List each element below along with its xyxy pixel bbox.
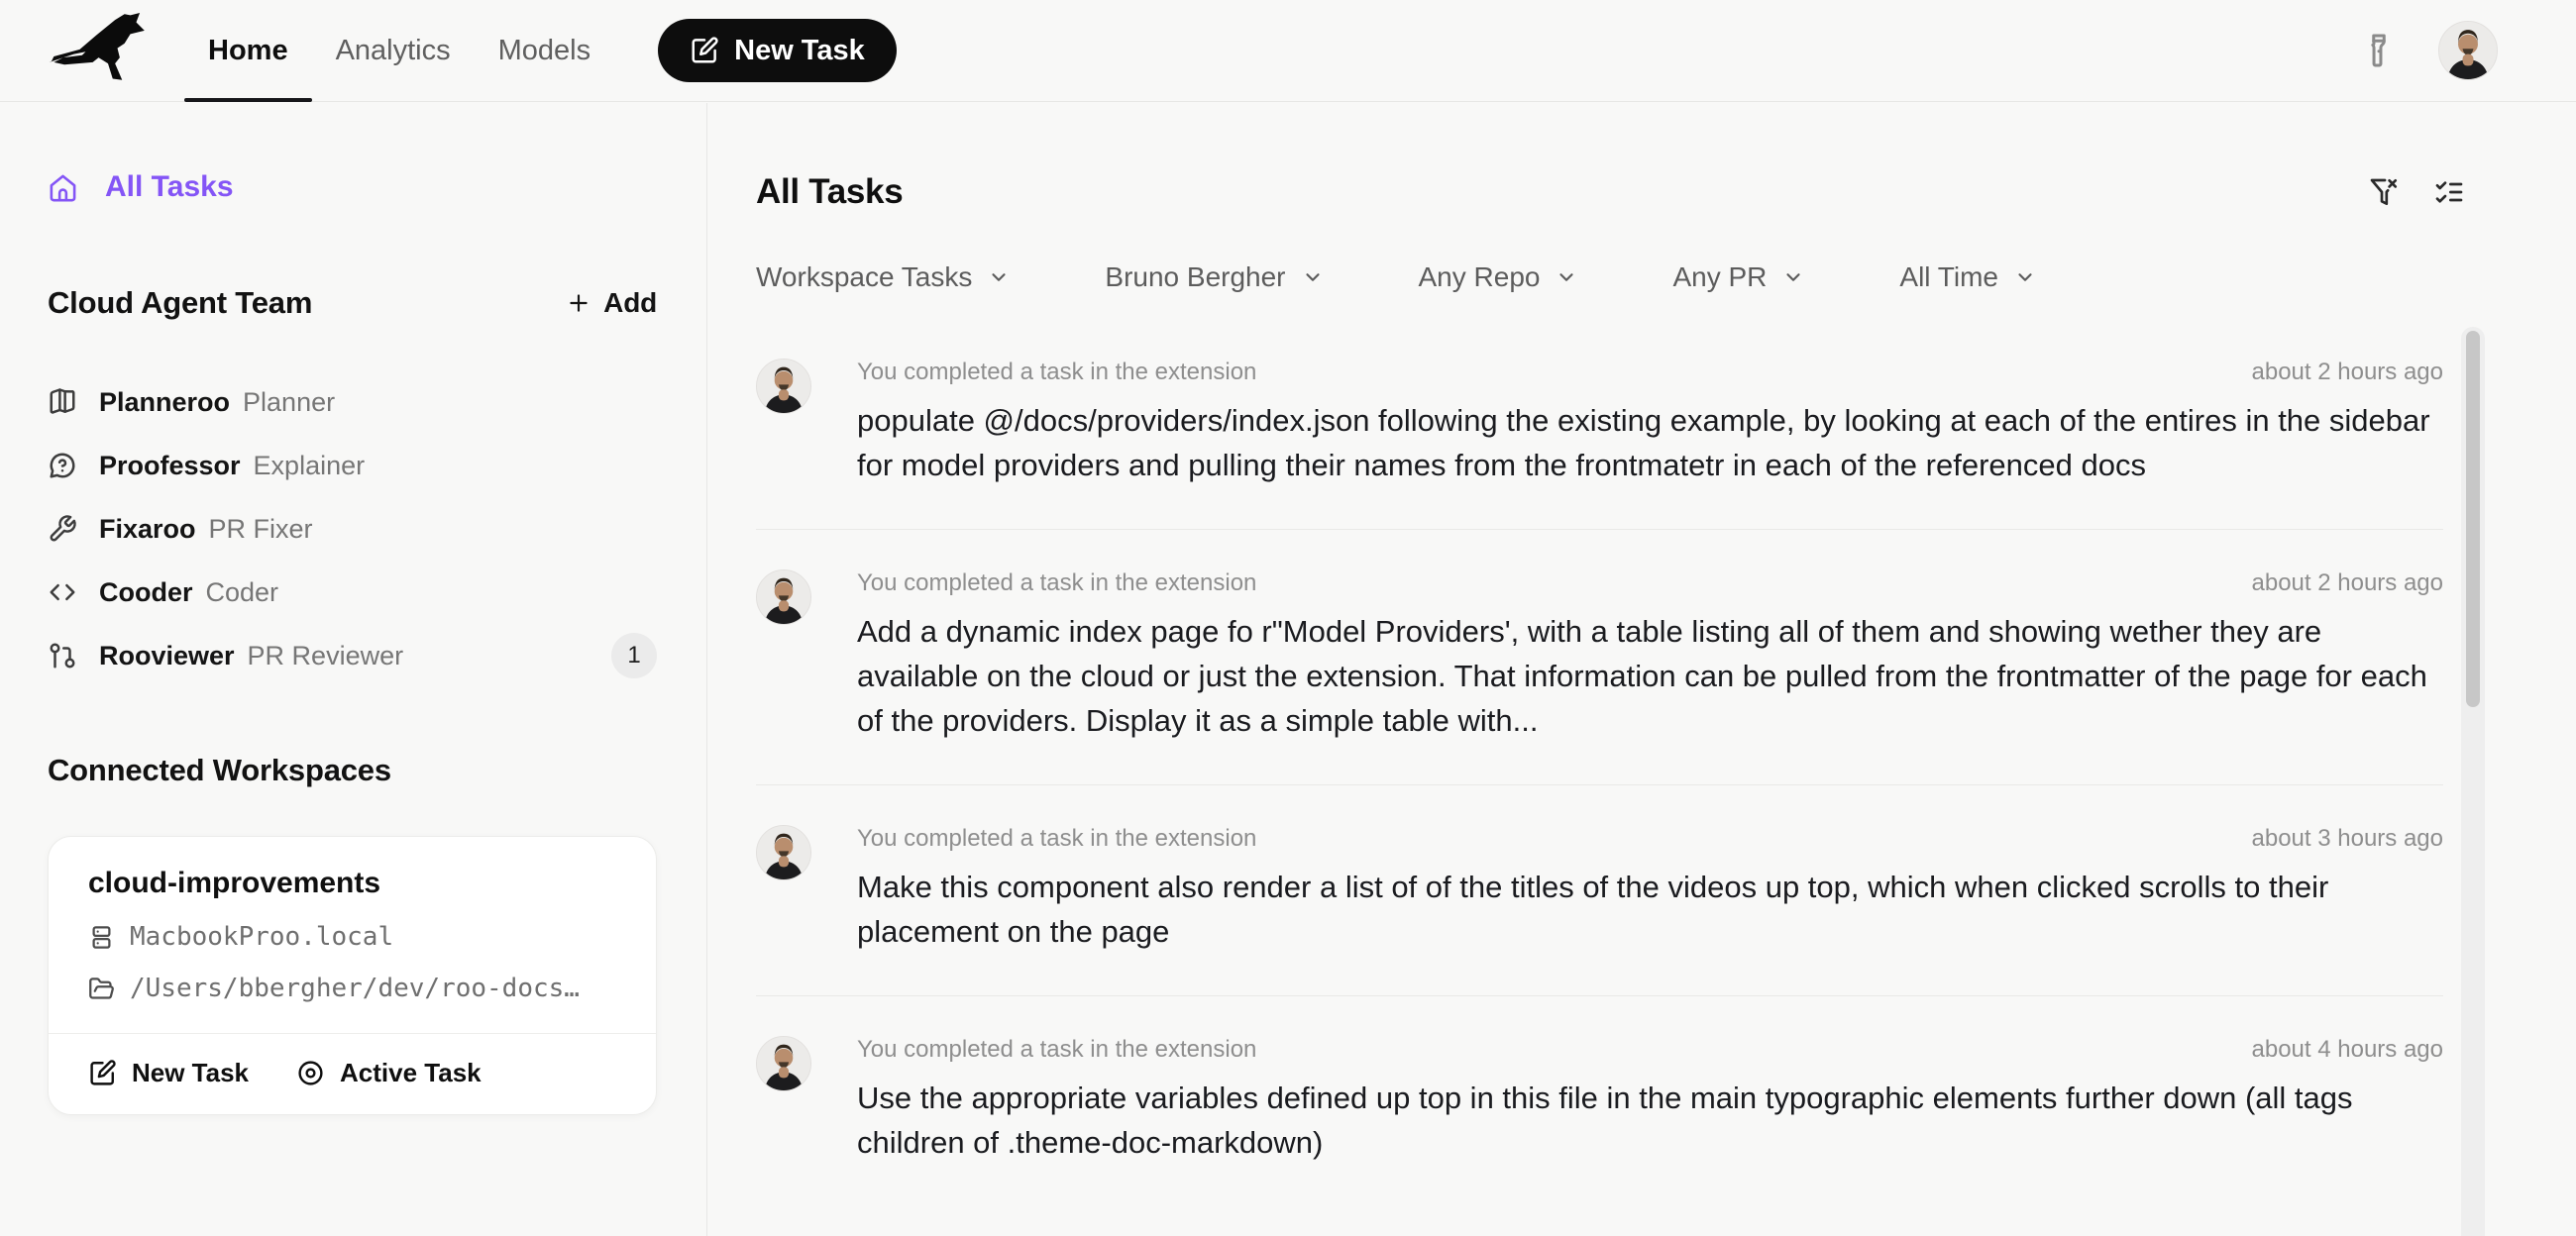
agent-name: Proofessor	[99, 450, 241, 480]
sidebar	[0, 103, 707, 1236]
sidebar-item-cooder[interactable]	[48, 561, 657, 624]
workspace-path: /Users/bbergher/dev/roo-docs…	[130, 974, 580, 1003]
task-meta: You completed a task in the extension	[857, 1036, 1257, 1063]
filter-time[interactable]	[1899, 261, 2036, 293]
new-task-button-label: New Task	[734, 34, 865, 66]
wrench-icon	[48, 514, 77, 544]
tab-analytics[interactable]	[312, 0, 475, 101]
topbar	[0, 0, 2576, 102]
sidebar-item-rooviewer[interactable]	[48, 624, 657, 687]
task-timestamp: about 4 hours ago	[2251, 1036, 2443, 1063]
filter-time-label: All Time	[1899, 261, 1998, 292]
filter-clear-icon[interactable]	[2368, 176, 2400, 208]
agent-role: PR Fixer	[208, 513, 313, 544]
workspace-host: MacbookProo.local	[130, 922, 394, 952]
task-avatar	[756, 359, 811, 414]
git-pull-request-icon	[48, 641, 77, 670]
agent-list	[48, 370, 657, 687]
add-agent-label: Add	[603, 287, 657, 318]
task-content	[857, 569, 2443, 743]
task-content	[857, 359, 2443, 487]
main-nav	[184, 0, 614, 101]
workspace-card-body	[49, 837, 656, 1033]
user-avatar[interactable]	[2438, 21, 2498, 80]
all-tasks-label: All Tasks	[105, 170, 234, 203]
sidebar-item-proofessor[interactable]	[48, 434, 657, 497]
filter-repo-label: Any Repo	[1418, 261, 1541, 292]
workspaces-section-header	[48, 753, 657, 788]
tab-models-label: Models	[497, 34, 591, 66]
workspace-name: cloud-improvements	[88, 867, 381, 899]
task-content	[857, 1036, 2443, 1165]
task-title: populate @/docs/providers/index.json following the existing example, by looking at each of the entires in the sidebar for model providers and pulling their names from the frontmatetr in each of the referenced docs	[857, 403, 2430, 482]
task-meta: You completed a task in the extension	[857, 359, 1257, 385]
filter-user[interactable]	[1105, 261, 1323, 293]
sidebar-item-planneroo[interactable]	[48, 370, 657, 434]
task-row[interactable]	[756, 529, 2443, 784]
task-content	[857, 825, 2443, 954]
workspace-new-task-button[interactable]	[88, 1058, 249, 1088]
kangaroo-logo-icon[interactable]	[46, 13, 170, 88]
add-agent-button[interactable]	[566, 287, 657, 319]
team-section-title: Cloud Agent Team	[48, 285, 313, 320]
sidebar-item-all-tasks[interactable]	[48, 170, 657, 204]
filter-bar	[756, 261, 2443, 293]
workspaces-section-title: Connected Workspaces	[48, 753, 391, 787]
tab-analytics-label: Analytics	[335, 34, 451, 66]
chevron-down-icon	[1302, 266, 1324, 288]
map-icon	[48, 387, 77, 417]
filter-repo[interactable]	[1419, 261, 1578, 293]
workspace-active-task-label: Active Task	[340, 1058, 482, 1087]
edit-pen-icon	[88, 1059, 117, 1087]
filter-scope[interactable]	[756, 261, 1010, 293]
workspace-host-row	[88, 922, 616, 952]
folder-icon	[88, 976, 115, 1002]
workspace-card-footer	[49, 1033, 656, 1114]
workspace-active-task-button[interactable]	[296, 1058, 482, 1088]
page-title: All Tasks	[756, 172, 904, 211]
agent-role: Coder	[205, 576, 279, 607]
scrollbar-track[interactable]	[2461, 327, 2485, 1236]
chevron-down-icon	[1556, 266, 1577, 288]
tab-models[interactable]	[475, 0, 615, 101]
filter-pr[interactable]	[1672, 261, 1804, 293]
agent-name: Rooviewer	[99, 640, 235, 670]
task-avatar	[756, 569, 811, 625]
task-row[interactable]	[756, 319, 2443, 529]
header-actions	[2368, 176, 2465, 208]
circle-dot-icon	[296, 1059, 325, 1087]
message-question-icon	[48, 451, 77, 480]
agent-name: Planneroo	[99, 386, 231, 417]
task-row[interactable]	[756, 784, 2443, 995]
agent-role: Explainer	[253, 450, 366, 480]
agent-role: Planner	[243, 386, 336, 417]
workspace-path-row	[88, 974, 616, 1003]
task-avatar	[756, 1036, 811, 1091]
team-section-header	[48, 285, 657, 321]
agent-role: PR Reviewer	[247, 640, 404, 670]
flashlight-icon[interactable]	[2361, 31, 2397, 70]
task-list	[756, 319, 2443, 1206]
main-header	[756, 172, 2443, 212]
task-meta: You completed a task in the extension	[857, 825, 1257, 852]
chevron-down-icon	[1782, 266, 1804, 288]
agent-name: Fixaroo	[99, 513, 196, 544]
task-timestamp: about 2 hours ago	[2251, 569, 2443, 596]
task-row[interactable]	[756, 995, 2443, 1206]
scrollbar-thumb[interactable]	[2466, 331, 2480, 707]
chevron-down-icon	[2014, 266, 2036, 288]
notification-badge: 1	[611, 633, 657, 678]
agent-name: Cooder	[99, 576, 193, 607]
home-icon	[48, 172, 78, 203]
new-task-button[interactable]	[658, 19, 897, 82]
task-timestamp: about 2 hours ago	[2251, 359, 2443, 385]
task-timestamp: about 3 hours ago	[2251, 825, 2443, 852]
filter-scope-label: Workspace Tasks	[756, 261, 973, 292]
task-avatar	[756, 825, 811, 880]
task-meta: You completed a task in the extension	[857, 569, 1257, 596]
topbar-right	[2361, 21, 2576, 80]
task-title: Add a dynamic index page fo r"Model Providers', with a table listing all of them and showing wether they are available on the cloud or just the extension. That information can be pulled from the frontmatter of the page for each of the providers. Display it as a simple table with...	[857, 614, 2427, 738]
filter-pr-label: Any PR	[1672, 261, 1768, 292]
workspace-card[interactable]	[48, 836, 657, 1115]
tab-home[interactable]	[184, 0, 312, 101]
computer-icon	[88, 924, 115, 951]
edit-pen-icon	[690, 36, 719, 65]
main-panel	[708, 103, 2576, 1236]
workspace-new-task-label: New Task	[132, 1058, 250, 1087]
chevron-down-icon	[988, 266, 1010, 288]
task-title: Use the appropriate variables defined up top in this file in the main typographic elements further down (all tags children of .theme-doc-markdown)	[857, 1081, 2353, 1160]
sidebar-item-fixaroo[interactable]	[48, 497, 657, 561]
tab-home-label: Home	[208, 34, 288, 66]
code-icon	[48, 577, 77, 607]
filter-user-label: Bruno Bergher	[1105, 261, 1286, 292]
list-checks-icon[interactable]	[2433, 176, 2465, 208]
plus-icon	[566, 290, 591, 316]
task-title: Make this component also render a list of of the titles of the videos up top, which when clicked scrolls to their placement on the page	[857, 870, 2329, 949]
